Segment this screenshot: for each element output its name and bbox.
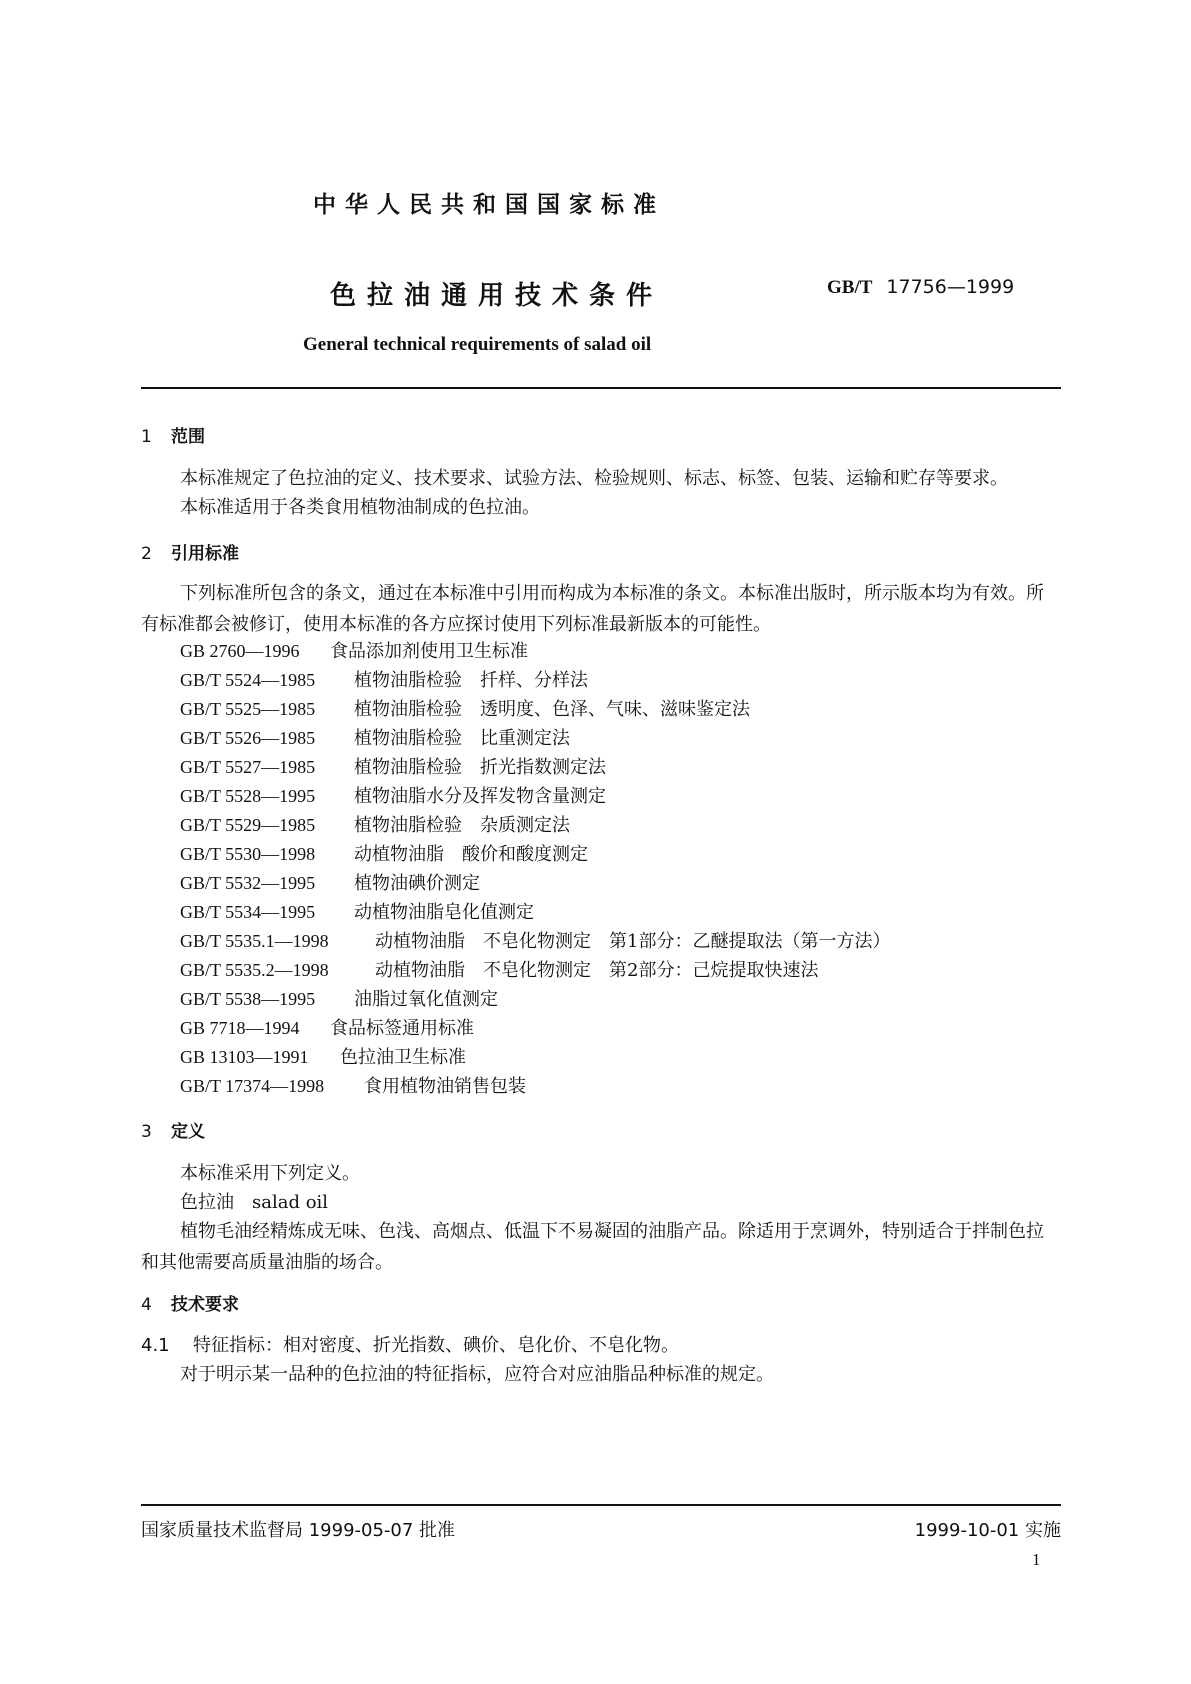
reference-item <box>180 665 588 696</box>
reference-item <box>180 868 480 899</box>
reference-item <box>180 781 606 812</box>
english-title: General technical requirements of salad oil <box>303 334 652 355</box>
section-1-paragraph-2: 本标准适用于各类食用植物油制成的色拉油。 <box>180 497 540 518</box>
code-prefix: GB/T <box>827 277 873 298</box>
reference-item <box>180 897 534 928</box>
standard-code <box>827 276 1014 299</box>
section-1-heading <box>141 422 205 447</box>
section-3-paragraph: 本标准采用下列定义。 <box>180 1163 360 1184</box>
clause-text: 特征指标：相对密度、折光指数、碘价、皂化价、不皂化物。 <box>193 1335 679 1356</box>
section-2-intro: 下列标准所包含的条文，通过在本标准中引用而构成为本标准的条文。本标准出版时，所示版本均为有效。所有标准都会被修订，使用本标准的各方应探讨使用下列标准最新版本的可能性。 <box>141 583 1044 635</box>
reference-code: GB/T 5524—1985 <box>180 670 316 690</box>
reference-item <box>180 1042 466 1073</box>
reference-code: GB/T 5529—1985 <box>180 815 316 835</box>
reference-code: GB/T 5538—1995 <box>180 989 316 1009</box>
section-number: 2 <box>141 544 152 564</box>
reference-code: GB/T 5525—1985 <box>180 699 316 719</box>
reference-code: GB/T 5535.2—1998 <box>180 960 329 980</box>
header-rule <box>141 387 1061 389</box>
reference-title: 植物油脂检验 比重测定法 <box>354 728 570 749</box>
reference-title: 动植物油脂 不皂化物测定 第2部分：己烷提取快速法 <box>375 960 819 981</box>
reference-code: GB/T 5527—1985 <box>180 757 316 777</box>
code-number: 17756—1999 <box>886 276 1015 298</box>
term-chinese: 色拉油 <box>180 1192 234 1213</box>
reference-item <box>180 839 588 870</box>
section-title: 定义 <box>171 1122 205 1142</box>
reference-item <box>180 636 528 667</box>
effective-date: 1999-10-01 实施 <box>914 1520 1061 1541</box>
section-title: 技术要求 <box>171 1295 239 1315</box>
reference-code: GB 7718—1994 <box>180 1018 300 1038</box>
reference-title: 食品标签通用标准 <box>330 1018 474 1039</box>
reference-item <box>180 984 498 1015</box>
reference-item <box>180 752 606 783</box>
section-1-paragraph-1: 本标准规定了色拉油的定义、技术要求、试验方法、检验规则、标志、标签、包装、运输和贮存等要求。 <box>180 468 1008 489</box>
section-3-heading <box>141 1117 205 1142</box>
section-title: 引用标准 <box>171 544 239 564</box>
reference-title: 植物油脂检验 扦样、分样法 <box>354 670 588 691</box>
reference-code: GB 13103—1991 <box>180 1047 309 1067</box>
section-4-heading <box>141 1290 239 1315</box>
section-number: 4 <box>141 1295 152 1315</box>
reference-title: 食用植物油销售包装 <box>364 1076 526 1097</box>
clause-4-1 <box>141 1330 679 1361</box>
clause-number: 4.1 <box>141 1335 170 1356</box>
reference-item <box>180 810 570 841</box>
document-title: 色拉油通用技术条件 <box>330 281 664 311</box>
national-standard-heading: 中华人民共和国国家标准 <box>313 192 665 218</box>
reference-item <box>180 926 890 957</box>
reference-title: 植物油脂检验 折光指数测定法 <box>354 757 606 778</box>
reference-title: 植物油脂检验 杂质测定法 <box>354 815 570 836</box>
term-entry <box>180 1187 328 1218</box>
reference-title: 色拉油卫生标准 <box>340 1047 466 1068</box>
reference-code: GB 2760—1996 <box>180 641 300 661</box>
reference-title: 动植物油脂 不皂化物测定 第1部分：乙醚提取法（第一方法） <box>375 931 891 952</box>
reference-title: 植物油碘价测定 <box>354 873 480 894</box>
section-number: 1 <box>141 427 152 447</box>
reference-title: 植物油脂水分及挥发物含量测定 <box>354 786 606 807</box>
reference-title: 动植物油脂皂化值测定 <box>354 902 534 923</box>
reference-title: 油脂过氧化值测定 <box>354 989 498 1010</box>
reference-item <box>180 723 570 754</box>
reference-code: GB/T 5535.1—1998 <box>180 931 329 951</box>
reference-code: GB/T 5530—1998 <box>180 844 316 864</box>
footer-rule <box>141 1504 1061 1506</box>
section-number: 3 <box>141 1122 152 1142</box>
reference-code: GB/T 5532—1995 <box>180 873 316 893</box>
clause-4-1-paragraph: 对于明示某一品种的色拉油的特征指标，应符合对应油脂品种标准的规定。 <box>180 1364 774 1385</box>
approval-line: 国家质量技术监督局 1999-05-07 批准 <box>141 1520 456 1541</box>
reference-item <box>180 955 818 986</box>
term-definition: 植物毛油经精炼成无味、色浅、高烟点、低温下不易凝固的油脂产品。除适用于烹调外，特别适合于拌制色拉和其他需要高质量油脂的场合。 <box>141 1221 1044 1273</box>
page-number: 1 <box>1032 1550 1041 1569</box>
reference-title: 植物油脂检验 透明度、色泽、气味、滋味鉴定法 <box>354 699 750 720</box>
reference-item <box>180 1071 526 1102</box>
reference-code: GB/T 17374—1998 <box>180 1076 325 1096</box>
reference-title: 食品添加剂使用卫生标准 <box>330 641 528 662</box>
section-2-heading <box>141 539 239 564</box>
reference-item <box>180 1013 474 1044</box>
section-title: 范围 <box>171 427 205 447</box>
reference-item <box>180 694 750 725</box>
term-english: salad oil <box>252 1192 329 1213</box>
reference-code: GB/T 5534—1995 <box>180 902 316 922</box>
reference-code: GB/T 5526—1985 <box>180 728 316 748</box>
reference-code: GB/T 5528—1995 <box>180 786 316 806</box>
reference-title: 动植物油脂 酸价和酸度测定 <box>354 844 588 865</box>
